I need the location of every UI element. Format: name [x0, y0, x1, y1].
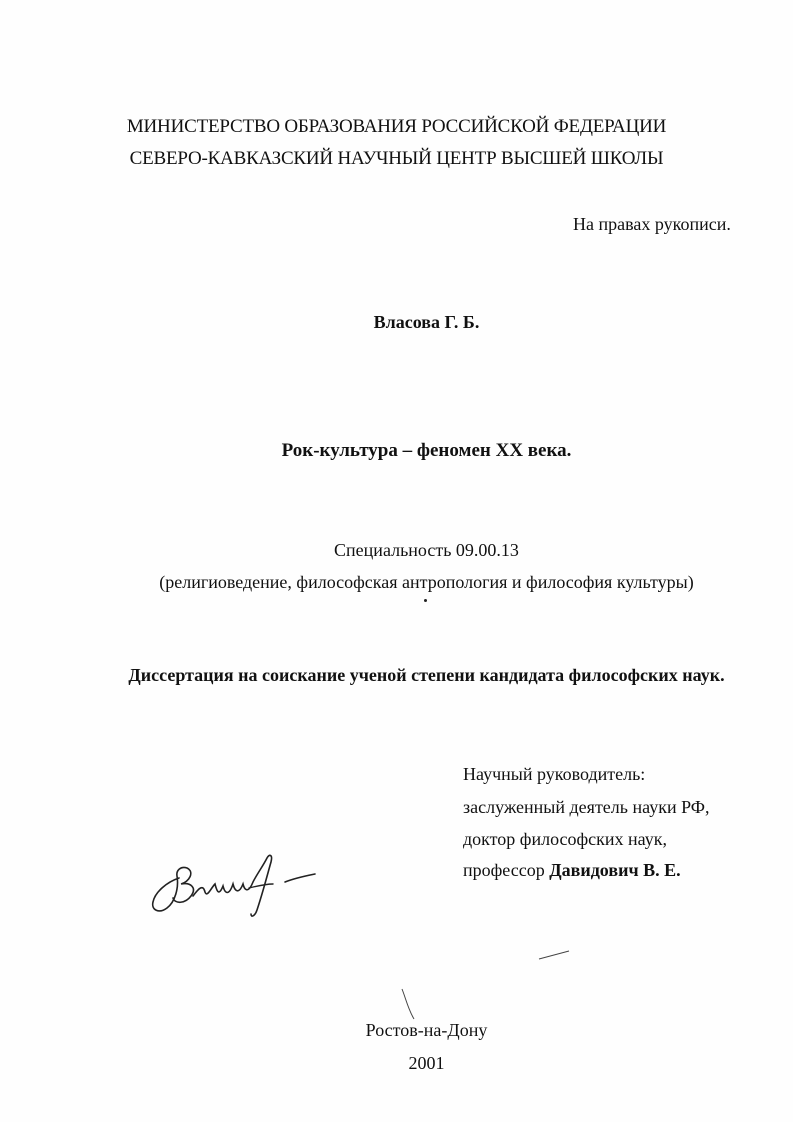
supervisor-line1: заслуженный деятель науки РФ,: [463, 797, 710, 817]
supervisor-heading: Научный руководитель:: [463, 764, 646, 784]
footer-city: Ростов-на-Дону: [365, 1020, 488, 1040]
author-name: Власова Г. Б.: [373, 312, 480, 332]
pen-stroke-mark: [535, 945, 575, 965]
footer-year: 2001: [408, 1053, 445, 1073]
dissertation-title: Рок-культура – феномен XX века.: [281, 440, 572, 461]
specialty-label: Специальность 09.00.13: [334, 540, 519, 560]
manuscript-note: На правах рукописи.: [573, 214, 731, 234]
supervisor-name: Давидович В. Е.: [549, 860, 681, 880]
pen-stroke-mark: [398, 985, 418, 1025]
supervisor-title-prefix: профессор: [463, 860, 545, 880]
dissertation-degree: Диссертация на соискание ученой степени кандидата философских наук.: [128, 665, 725, 685]
ink-dot: [424, 599, 427, 602]
supervisor-line2: доктор философских наук,: [463, 829, 667, 849]
center-header: СЕВЕРО-КАВКАЗСКИЙ НАУЧНЫЙ ЦЕНТР ВЫСШЕЙ ШКОЛЫ: [129, 148, 664, 169]
handwritten-signature: [145, 848, 325, 928]
supervisor-line3: [463, 860, 681, 881]
specialty-description: (религиоведение, философская антропология и философия культуры): [159, 572, 694, 592]
ministry-header: МИНИСТЕРСТВО ОБРАЗОВАНИЯ РОССИЙСКОЙ ФЕДЕРАЦИИ: [126, 116, 667, 137]
